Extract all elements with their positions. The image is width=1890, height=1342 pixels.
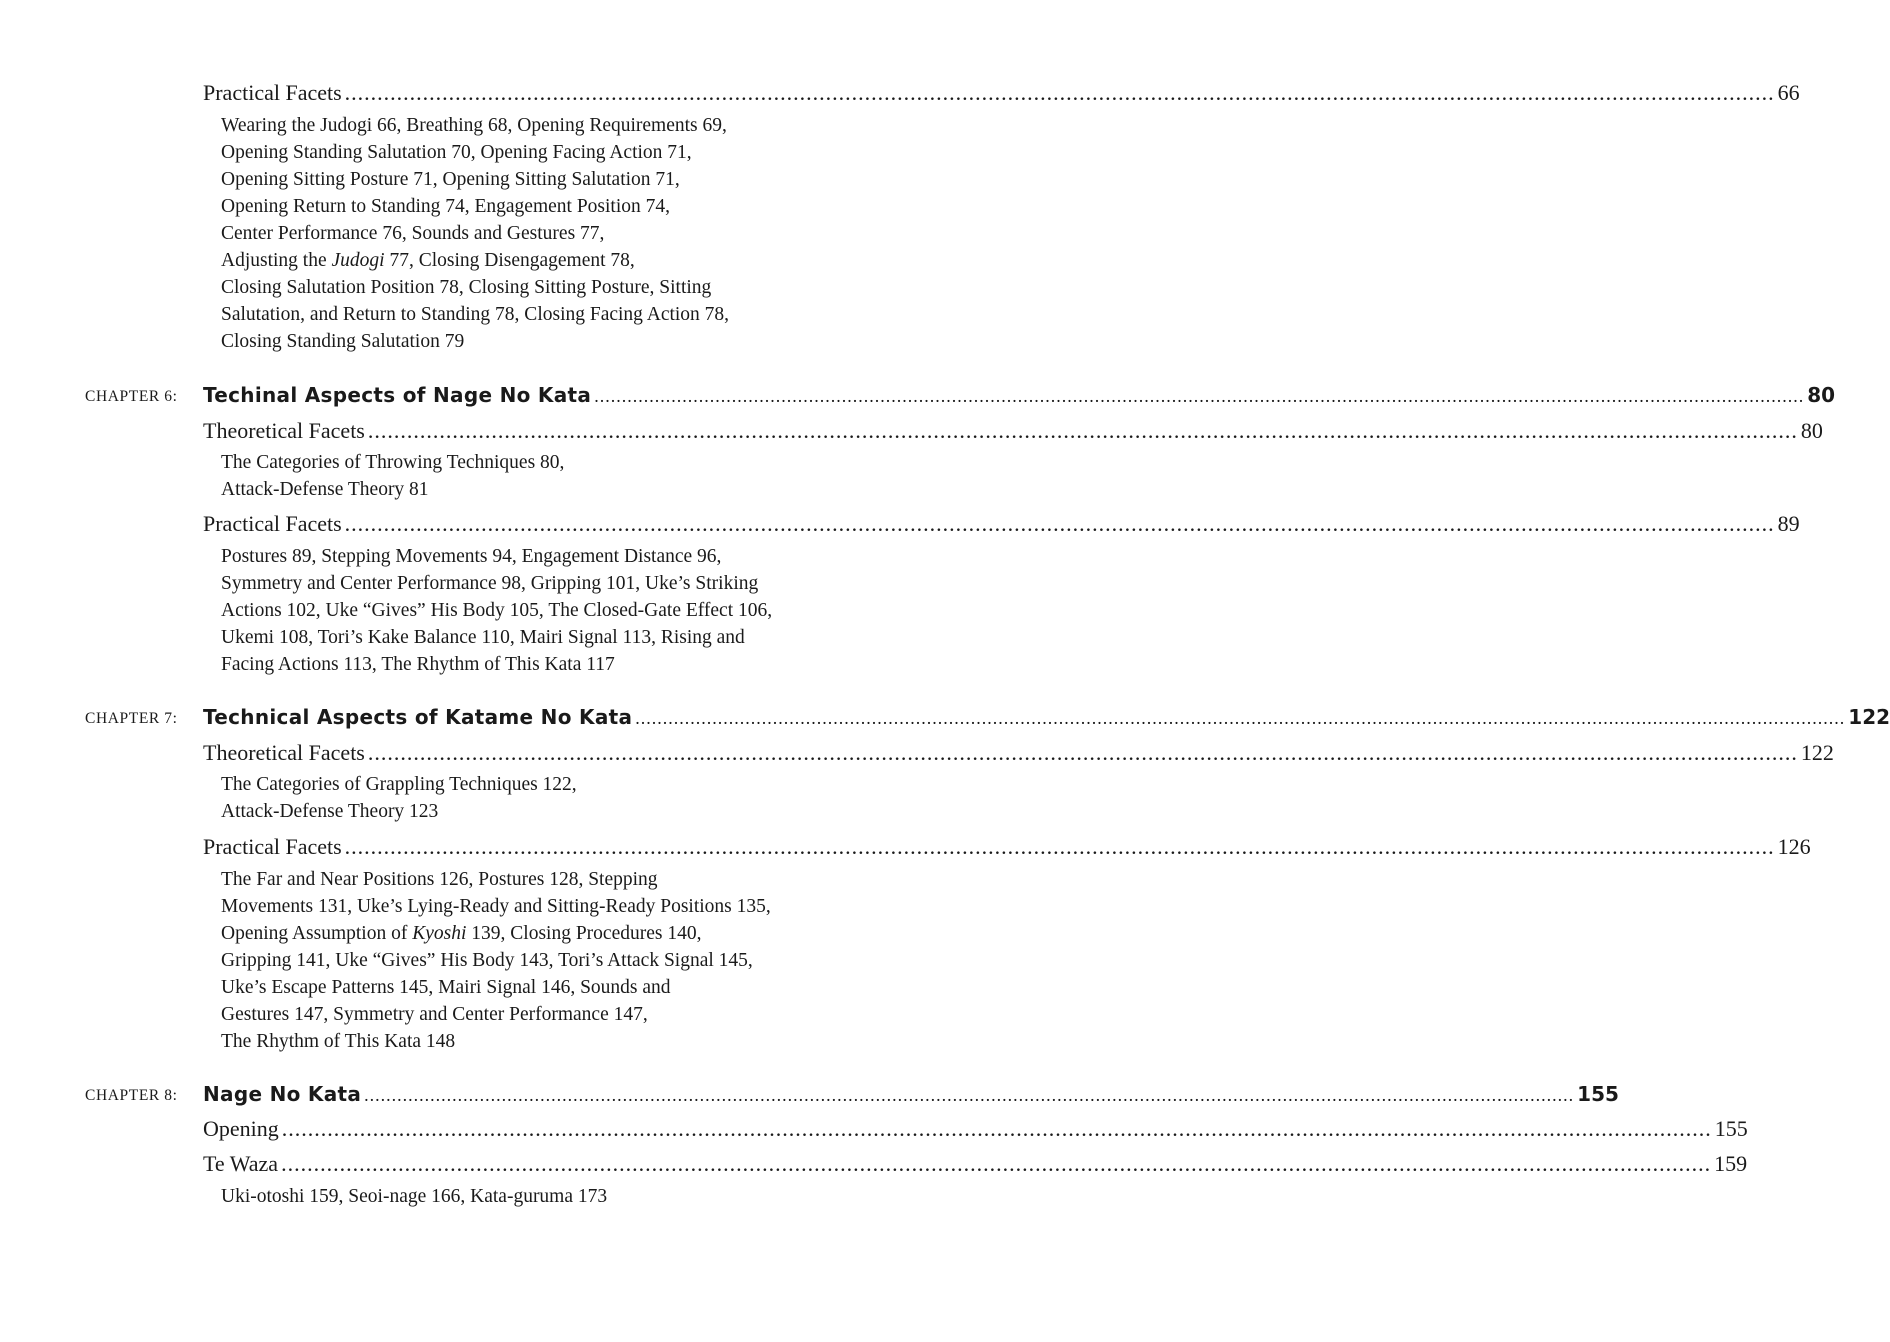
subtopic-line — [221, 1028, 811, 1055]
subtopic-line — [221, 139, 811, 166]
page-number: 122 — [1848, 705, 1890, 729]
leader-dots: ............................................................................................................................................................................................................................ — [344, 511, 1775, 536]
leader-dots: ............................................................................................................................................................................................................................ — [635, 708, 1846, 728]
subtopic-text: Wearing the Judogi 66, Breathing 68, Opening Requirements 69, — [221, 115, 727, 136]
chapter-title: Techinal Aspects of Nage No Kata — [203, 383, 592, 407]
section-title: Te Waza — [203, 1151, 279, 1176]
subtopic-line — [221, 570, 811, 597]
page-number: 66 — [1777, 80, 1800, 105]
subtopic-line — [221, 624, 811, 651]
italic-term: Judogi — [331, 250, 385, 271]
subtopic-text: Postures 89, Stepping Movements 94, Engagement Distance 96, — [221, 546, 722, 567]
chapter-label: CHAPTER 7: — [85, 710, 178, 727]
subtopic-line — [221, 651, 811, 678]
subtopic-text: 77, Closing Disengagement 78, — [384, 250, 635, 271]
page-number: 155 — [1714, 1116, 1748, 1141]
subtopic-text: Uki-otoshi 159, Seoi-nage 166, Kata-guruma 173 — [221, 1186, 608, 1207]
subtopic-text: Opening Return to Standing 74, Engagement Position 74, — [221, 196, 671, 217]
leader-dots: ............................................................................................................................................................................................................................ — [367, 418, 1798, 443]
chapter-title: Nage No Kata — [203, 1082, 362, 1106]
subtopic-text: Attack-Defense Theory 81 — [221, 479, 429, 500]
subtopic-text: Closing Standing Salutation 79 — [221, 331, 465, 352]
subtopic-text: Movements 131, Uke’s Lying-Ready and Sitting-Ready Positions 135, — [221, 896, 771, 917]
subtopic-text: The Far and Near Positions 126, Postures 128, Stepping — [221, 869, 658, 890]
subtopic-text: Center Performance 76, Sounds and Gestures 77, — [221, 223, 605, 244]
leader-dots: ............................................................................................................................................................................................................................ — [364, 1085, 1575, 1105]
chapter-label: CHAPTER 8: — [85, 1087, 178, 1104]
section-subtopics — [221, 543, 811, 678]
subtopic-line — [221, 1183, 811, 1210]
subtopic-text: Salutation, and Return to Standing 78, Closing Facing Action 78, — [221, 304, 730, 325]
subtopic-text: Gripping 141, Uke “Gives” His Body 143, Tori’s Attack Signal 145, — [221, 950, 753, 971]
section-subtopics — [221, 771, 811, 825]
subtopic-line — [221, 1001, 811, 1028]
section-title: Theoretical Facets — [203, 418, 365, 443]
toc-chapter-entry[interactable] — [203, 1082, 1619, 1106]
toc-chapter-entry[interactable] — [203, 705, 1890, 729]
subtopic-text: Uke’s Escape Patterns 145, Mairi Signal 146, Sounds and — [221, 977, 671, 998]
subtopic-line — [221, 449, 811, 476]
subtopic-line — [221, 328, 811, 355]
subtopic-line — [221, 866, 811, 893]
subtopic-line — [221, 193, 811, 220]
toc-section-entry[interactable] — [203, 418, 1823, 444]
subtopic-line — [221, 274, 811, 301]
section-title: Opening — [203, 1116, 279, 1141]
leader-dots: ............................................................................................................................................................................................................................ — [281, 1151, 1712, 1176]
subtopic-line — [221, 947, 811, 974]
subtopic-text: The Rhythm of This Kata 148 — [221, 1031, 456, 1052]
subtopic-text: Facing Actions 113, The Rhythm of This Kata 117 — [221, 654, 615, 675]
page-number: 89 — [1777, 511, 1800, 536]
leader-dots: ............................................................................................................................................................................................................................ — [281, 1116, 1712, 1141]
subtopic-text: Gestures 147, Symmetry and Center Performance 147, — [221, 1004, 648, 1025]
subtopic-line — [221, 301, 811, 328]
subtopic-line — [221, 543, 811, 570]
chapter-title: Technical Aspects of Katame No Kata — [203, 705, 633, 729]
subtopic-text: Opening Sitting Posture 71, Opening Sitting Salutation 71, — [221, 169, 680, 190]
toc-section-entry[interactable] — [203, 1151, 1748, 1177]
subtopic-line — [221, 112, 811, 139]
subtopic-text: Adjusting the — [221, 250, 332, 271]
leader-dots: ............................................................................................................................................................................................................................ — [594, 386, 1805, 406]
chapter-label: CHAPTER 6: — [85, 388, 178, 405]
subtopic-text: Closing Salutation Position 78, Closing Sitting Posture, Sitting — [221, 277, 712, 298]
section-title: Practical Facets — [203, 511, 342, 536]
section-title: Theoretical Facets — [203, 740, 365, 765]
subtopic-text: Opening Standing Salutation 70, Opening Facing Action 71, — [221, 142, 692, 163]
toc-section-entry[interactable] — [203, 834, 1811, 860]
subtopic-line — [221, 771, 811, 798]
subtopic-line — [221, 597, 811, 624]
leader-dots: ............................................................................................................................................................................................................................ — [344, 80, 1775, 105]
subtopic-text: Symmetry and Center Performance 98, Gripping 101, Uke’s Striking — [221, 573, 759, 594]
toc-section-entry[interactable] — [203, 511, 1800, 537]
toc-section-entry[interactable] — [203, 740, 1834, 766]
section-subtopics — [221, 112, 811, 355]
subtopic-text: 139, Closing Procedures 140, — [466, 923, 702, 944]
subtopic-line — [221, 893, 811, 920]
subtopic-text: The Categories of Throwing Techniques 80, — [221, 452, 565, 473]
subtopic-text: Actions 102, Uke “Gives” His Body 105, The Closed-Gate Effect 106, — [221, 600, 773, 621]
subtopic-line — [221, 920, 811, 947]
italic-term: Kyoshi — [412, 923, 467, 944]
section-subtopics — [221, 866, 811, 1055]
section-subtopics — [221, 449, 811, 503]
subtopic-text: Attack-Defense Theory 123 — [221, 801, 439, 822]
subtopic-line — [221, 247, 811, 274]
toc-section-entry[interactable] — [203, 80, 1800, 106]
leader-dots: ............................................................................................................................................................................................................................ — [367, 740, 1798, 765]
subtopic-text: The Categories of Grappling Techniques 122, — [221, 774, 577, 795]
leader-dots: ............................................................................................................................................................................................................................ — [344, 834, 1775, 859]
subtopic-line — [221, 974, 811, 1001]
page-number: 122 — [1800, 740, 1834, 765]
subtopic-line — [221, 798, 811, 825]
section-subtopics — [221, 1183, 811, 1210]
section-title: Practical Facets — [203, 80, 342, 105]
subtopic-text: Opening Assumption of — [221, 923, 413, 944]
page-number: 126 — [1777, 834, 1811, 859]
page-number: 155 — [1577, 1082, 1619, 1106]
page-number: 159 — [1714, 1151, 1748, 1176]
subtopic-line — [221, 476, 811, 503]
page-number: 80 — [1807, 383, 1836, 407]
section-title: Practical Facets — [203, 834, 342, 859]
toc-section-entry[interactable] — [203, 1116, 1748, 1142]
subtopic-line — [221, 166, 811, 193]
toc-chapter-entry[interactable] — [203, 383, 1836, 407]
subtopic-text: Ukemi 108, Tori’s Kake Balance 110, Mairi Signal 113, Rising and — [221, 627, 745, 648]
subtopic-line — [221, 220, 811, 247]
page-number: 80 — [1800, 418, 1823, 443]
